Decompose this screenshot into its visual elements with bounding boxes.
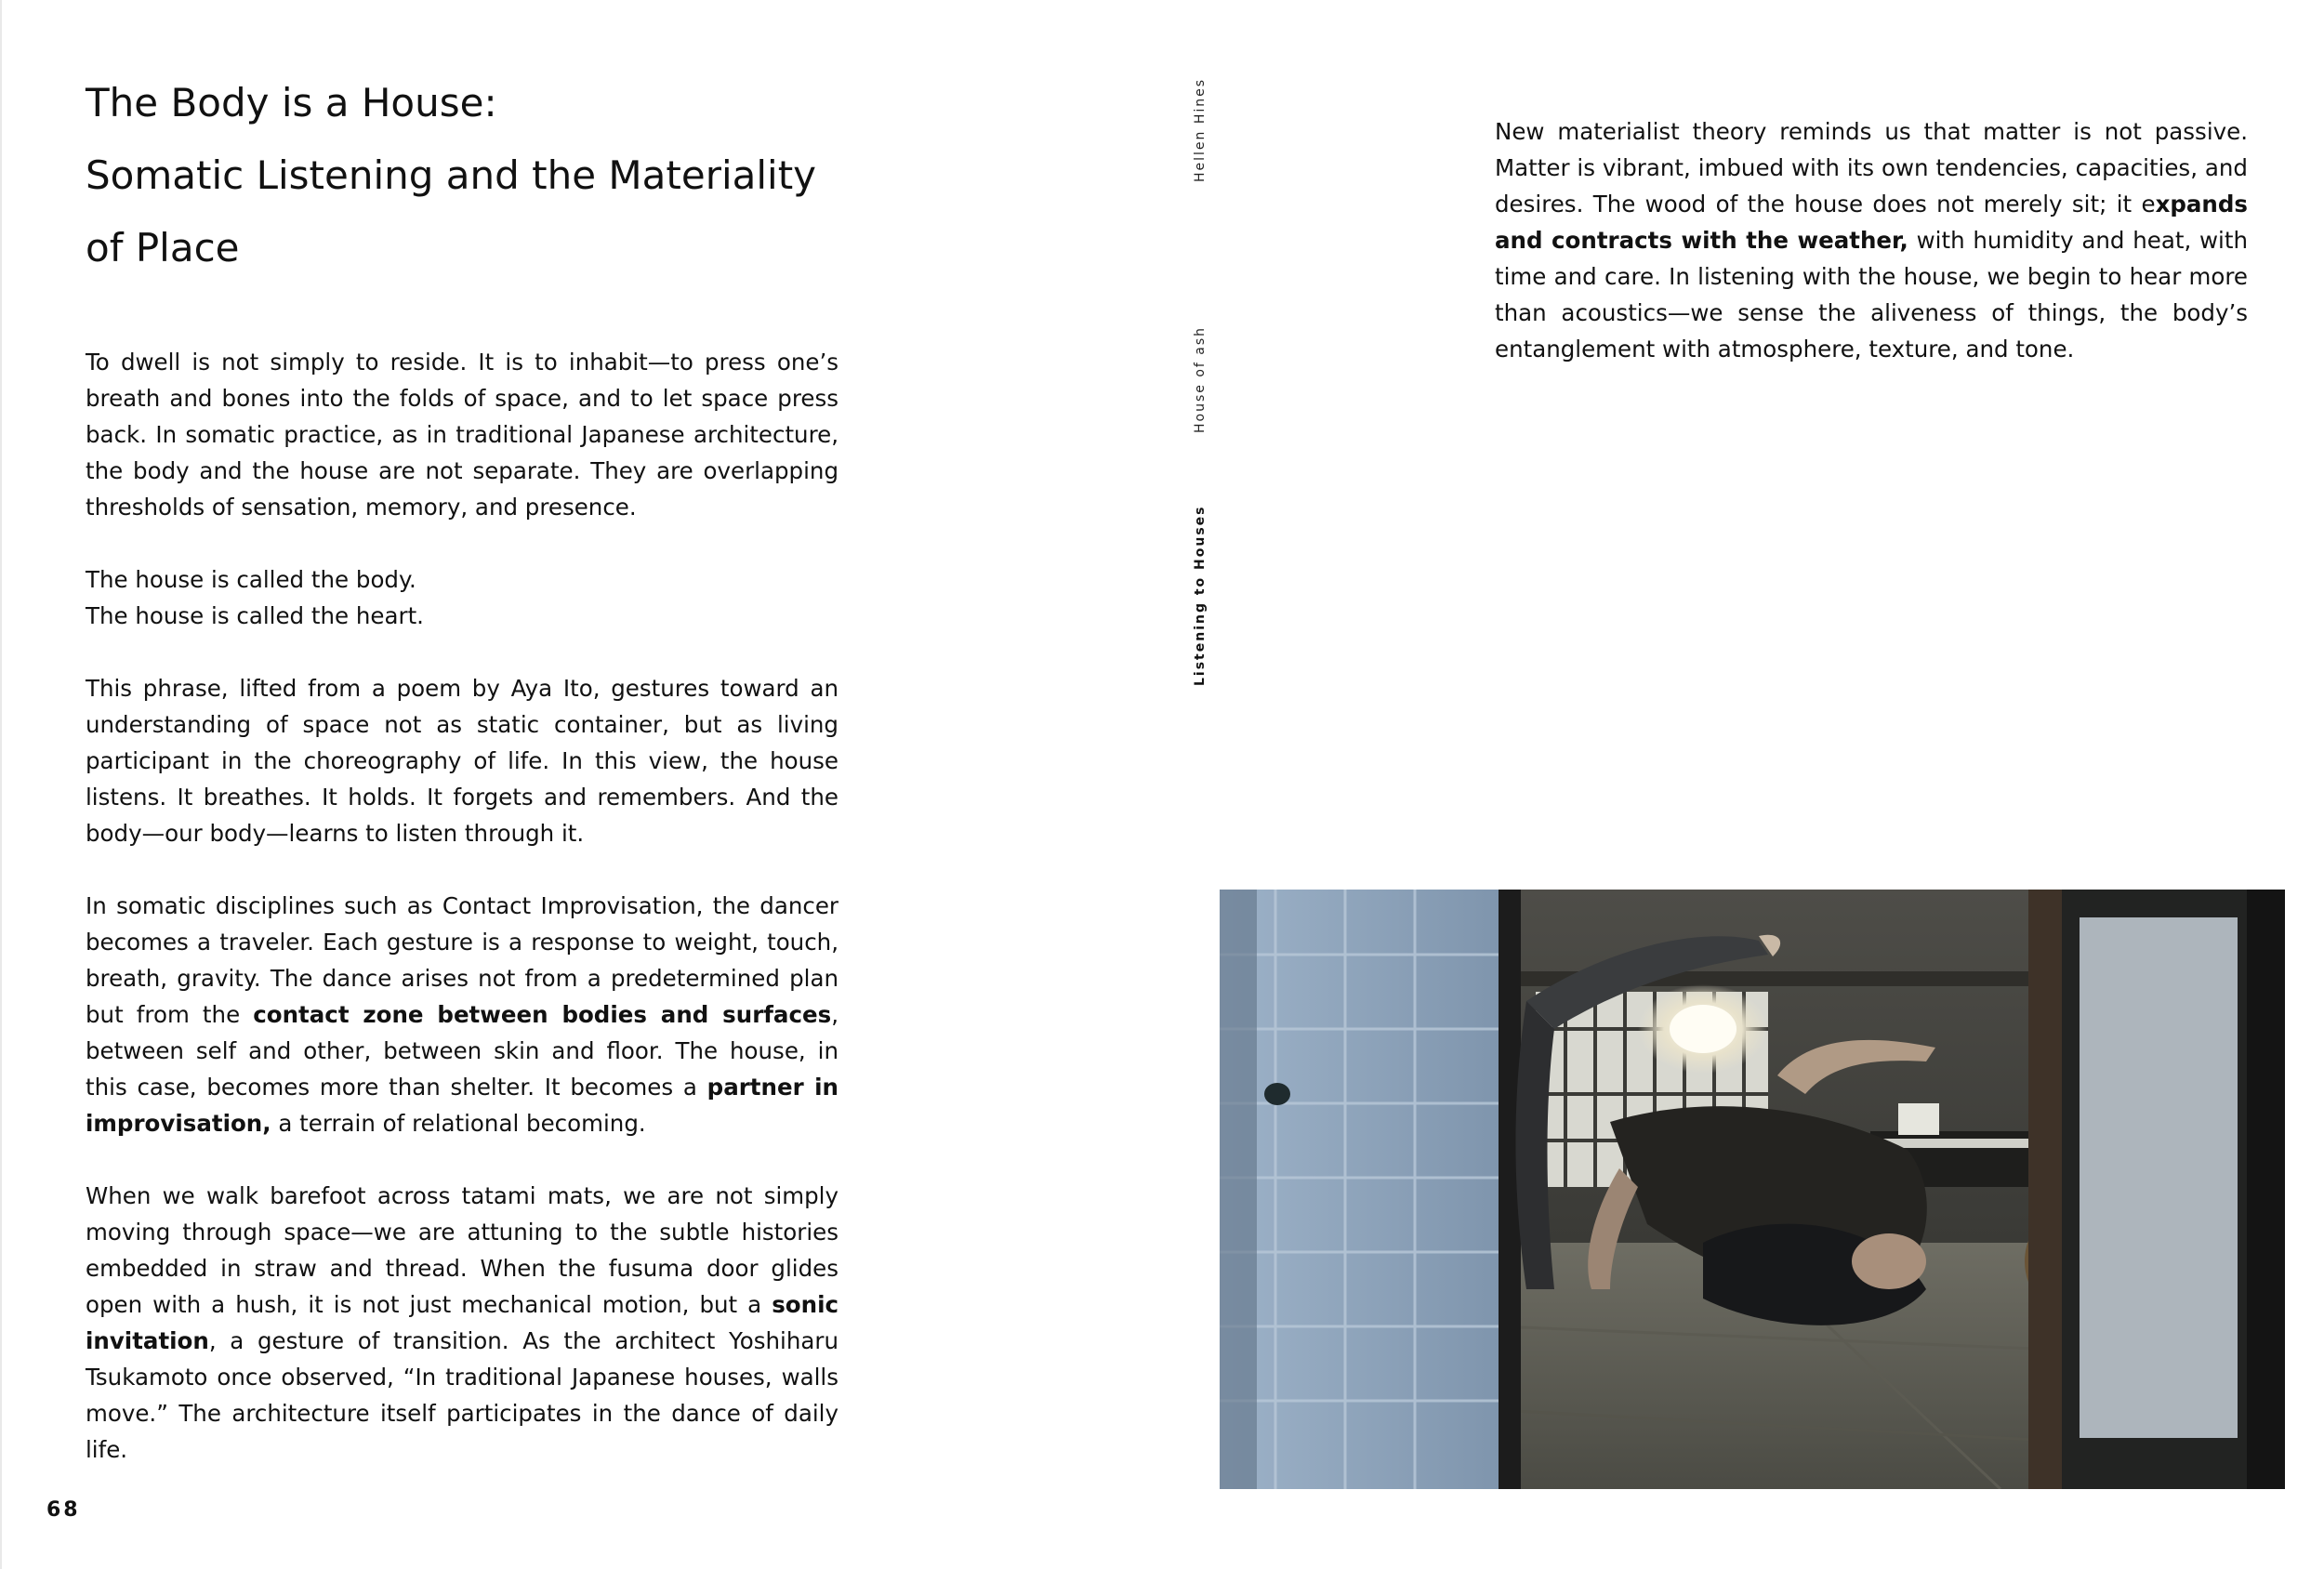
poem-quote bbox=[86, 561, 838, 634]
text-run: , a gesture of transition. As the architect Yoshiharu Tsukamoto once observed, “In traditional Japanese houses, walls move.” The architecture itself participates in the dance of daily life. bbox=[86, 1327, 838, 1463]
right-text-column bbox=[1495, 113, 2248, 403]
bold-contact-zone: contact zone between bodies and surfaces bbox=[253, 1001, 832, 1028]
title-line-1: The Body is a House: bbox=[86, 80, 497, 125]
poem-line-2: The house is called the heart. bbox=[86, 602, 424, 629]
running-head-essay: House of ash bbox=[1193, 325, 1208, 433]
paragraph-dwell: To dwell is not simply to reside. It is to inhabit—to press one’s breath and bones into the folds of space, and to let space press back. In somatic practice, as in traditional Japanese architecture, the body and the house are not separate. They are overlapping thresholds of sensation, memory, and presence. bbox=[86, 349, 838, 521]
dance-photo bbox=[1220, 890, 2285, 1489]
running-head-author: Hellen Hines bbox=[1193, 77, 1208, 182]
left-text-column bbox=[86, 344, 838, 1504]
page-edge bbox=[0, 0, 2, 1569]
paragraph-aya-ito: This phrase, lifted from a poem by Aya Ito, gestures toward an understanding of space not as static container, but as living participant in the choreography of life. In this view, the house listens. It breathes. It holds. It forgets and remembers. And the body—our body—learns to listen through it. bbox=[86, 675, 838, 847]
tiled-wall bbox=[1220, 890, 1499, 1489]
bold-partner-improvisation: partner in improvisation, bbox=[86, 1074, 838, 1137]
paragraph-new-materialism bbox=[1495, 113, 2248, 367]
text-run: In somatic disciplines such as Contact Improvisation, the dancer becomes a traveler. Each gesture is a response to weight, touch, breath, gravity. The dance arises not from a predetermined plan but from the bbox=[86, 892, 838, 1028]
poem-line-1: The house is called the body. bbox=[86, 566, 416, 593]
text-run: with humidity and heat, with time and care. In listening with the house, we begin to hear more than acoustics—we sense the aliveness of things, the body’s entanglement with atmosphere, texture, and tone. bbox=[1495, 227, 2248, 363]
paragraph-contact-improvisation bbox=[86, 888, 838, 1141]
text-run: a terrain of relational becoming. bbox=[271, 1110, 646, 1137]
text-run: , between self and other, between skin and floor. The house, in this case, becomes more than shelter. It becomes a bbox=[86, 1001, 838, 1101]
bold-expands-contracts: xpands and contracts with the weather, bbox=[1495, 191, 2248, 254]
page-number: 68 bbox=[46, 1498, 81, 1522]
article-title bbox=[86, 67, 848, 284]
dance-photo-illustration bbox=[1220, 890, 2285, 1489]
running-head-book: Listening to Houses bbox=[1193, 505, 1208, 686]
title-line-2: Somatic Listening and the Materiality bbox=[86, 152, 817, 198]
title-line-3: of Place bbox=[86, 225, 240, 270]
text-run: When we walk barefoot across tatami mats, we are not simply moving through space—we are attuning to the subtle histories embedded in straw and thread. When the fusuma door glides open with a hush, it is not just mechanical motion, but a bbox=[86, 1182, 838, 1318]
bold-sonic-invitation: sonic invitation bbox=[86, 1291, 838, 1354]
wooden-post bbox=[2028, 890, 2062, 1489]
text-run: New materialist theory reminds us that matter is not passive. Matter is vibrant, imbued with its own tendencies, capacities, and desires. The wood of the house does not merely sit; it e bbox=[1495, 118, 2248, 218]
paragraph-tatami bbox=[86, 1178, 838, 1468]
